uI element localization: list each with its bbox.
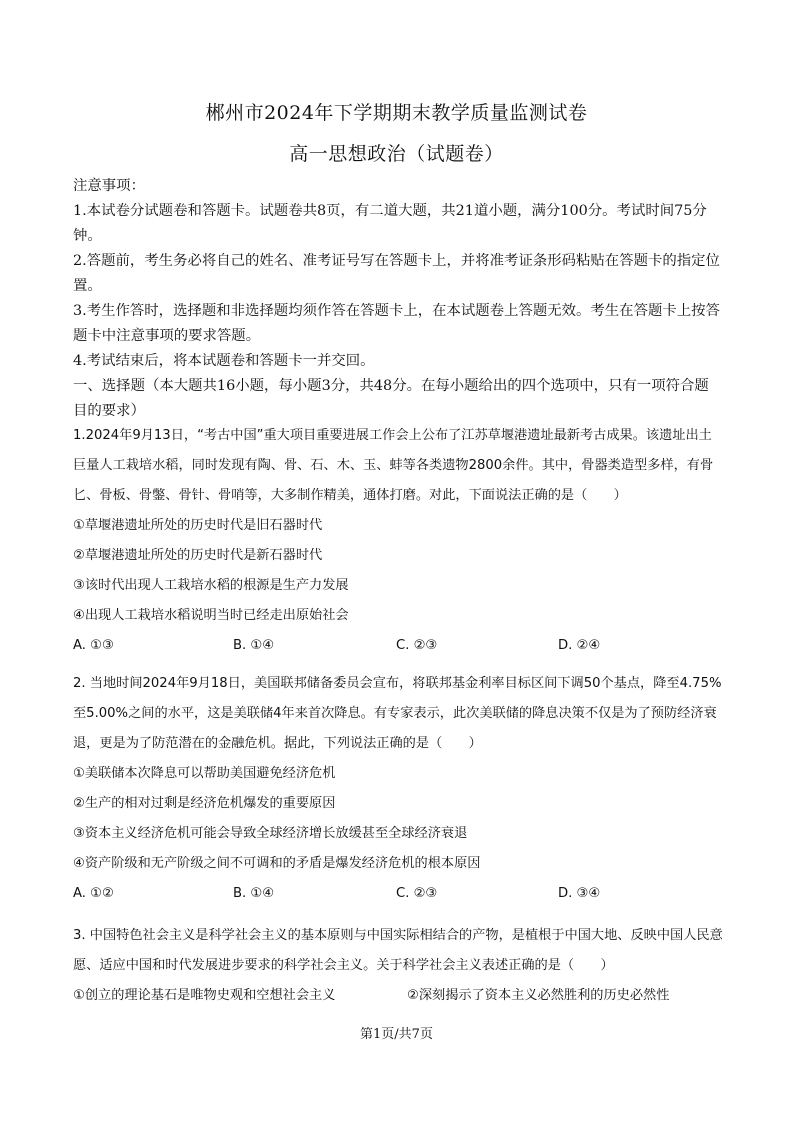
option-b: B. ①④ <box>233 886 275 901</box>
option-a: A. ①② <box>73 886 114 901</box>
option-b: B. ①④ <box>233 638 275 653</box>
question-stem: 2. 当地时间2024年9月18日，美国联邦储备委员会宣布，将联邦基金利率目标区间下调50个基点，降至4.75%至5.00%之间的水平，这是美联储4年来首次降息。有专家表示，此次美联储的降息决策不仅是为了预防经济衰退，更是为了防范潜在的金融危机。据此，下列说法正确的是（ ） <box>73 676 722 751</box>
exam-title: 郴州市2024年下学期期末教学质量监测试卷 <box>205 102 588 124</box>
option-c: C. ②③ <box>396 638 438 653</box>
section-heading: 一、选择题（本大题共16小题，每小题3分，共48分。在每小题给出的四个选项中，只有一项符合题目的要求） <box>73 378 709 419</box>
question-3 <box>73 921 723 1011</box>
note-item: 2.答题前，考生务必将自己的姓名、准考证号写在答题卡上，并将准考证条形码粘贴在答题卡的指定位置。 <box>73 253 720 294</box>
question-stem: 1.2024年9月13日，“考古中国”重大项目重要进展工作会上公布了江苏草堰港遗址最新考古成果。该遗址出土巨量人工栽培水稻，同时发现有陶、骨、石、木、玉、蚌等各类遗物2800余件。其中，骨器类造型多样，有骨匕、骨板、骨鐅、骨针、骨哨等，大多制作精美，通体打磨。对此，下面说法正确的是（ ） <box>73 428 714 503</box>
notes-block <box>73 174 723 424</box>
option-d: D. ②④ <box>558 638 601 653</box>
answer-options <box>73 631 723 661</box>
answer-options <box>73 879 723 909</box>
option-d: D. ③④ <box>558 886 601 901</box>
statement-row <box>73 981 723 1011</box>
statement: ④资产阶级和无产阶级之间不可调和的矛盾是爆发经济危机的根本原因 <box>73 856 481 871</box>
notes-heading: 注意事项： <box>73 178 145 194</box>
statement: ①创立的理论基石是唯物史观和空想社会主义 <box>73 988 336 1003</box>
statement: ④出现人工栽培水稻说明当时已经走出原始社会 <box>73 608 349 623</box>
statement: ③资本主义经济危机可能会导致全球经济增长放缓甚至全球经济衰退 <box>73 826 468 841</box>
statement: ③该时代出现人工栽培水稻的根源是生产力发展 <box>73 578 349 593</box>
question-1 <box>73 421 723 661</box>
option-a: A. ①③ <box>73 638 114 653</box>
question-stem: 3. 中国特色社会主义是科学社会主义的基本原则与中国实际相结合的产物，是植根于中国大地、反映中国人民意愿、适应中国和时代发展进步要求的科学社会主义。关于科学社会主义表述正确的是（ ） <box>73 928 723 973</box>
statement: ②草堰港遗址所处的历史时代是新石器时代 <box>73 548 323 563</box>
statement: ①美联储本次降息可以帮助美国避免经济危机 <box>73 766 336 781</box>
option-c: C. ②③ <box>396 886 438 901</box>
question-2 <box>73 669 723 909</box>
statement: ②生产的相对过剩是经济危机爆发的重要原因 <box>73 796 336 811</box>
page-footer: 第1页/共7页 <box>360 1027 433 1042</box>
exam-subtitle: 高一思想政治（试题卷） <box>289 143 504 165</box>
note-item: 3.考生作答时，选择题和非选择题均须作答在答题卡上，在本试题卷上答题无效。考生在答题卡上按答题卡中注意事项的要求答题。 <box>73 303 720 344</box>
note-item: 4.考试结束后，将本试题卷和答题卡一并交回。 <box>73 353 375 369</box>
note-item: 1.本试卷分试题卷和答题卡。试题卷共8页，有二道大题，共21道小题，满分100分。考试时间75分钟。 <box>73 203 707 244</box>
statement: ②深刻揭示了资本主义必然胜利的历史必然性 <box>407 988 670 1003</box>
statement: ①草堰港遗址所处的历史时代是旧石器时代 <box>73 518 323 533</box>
